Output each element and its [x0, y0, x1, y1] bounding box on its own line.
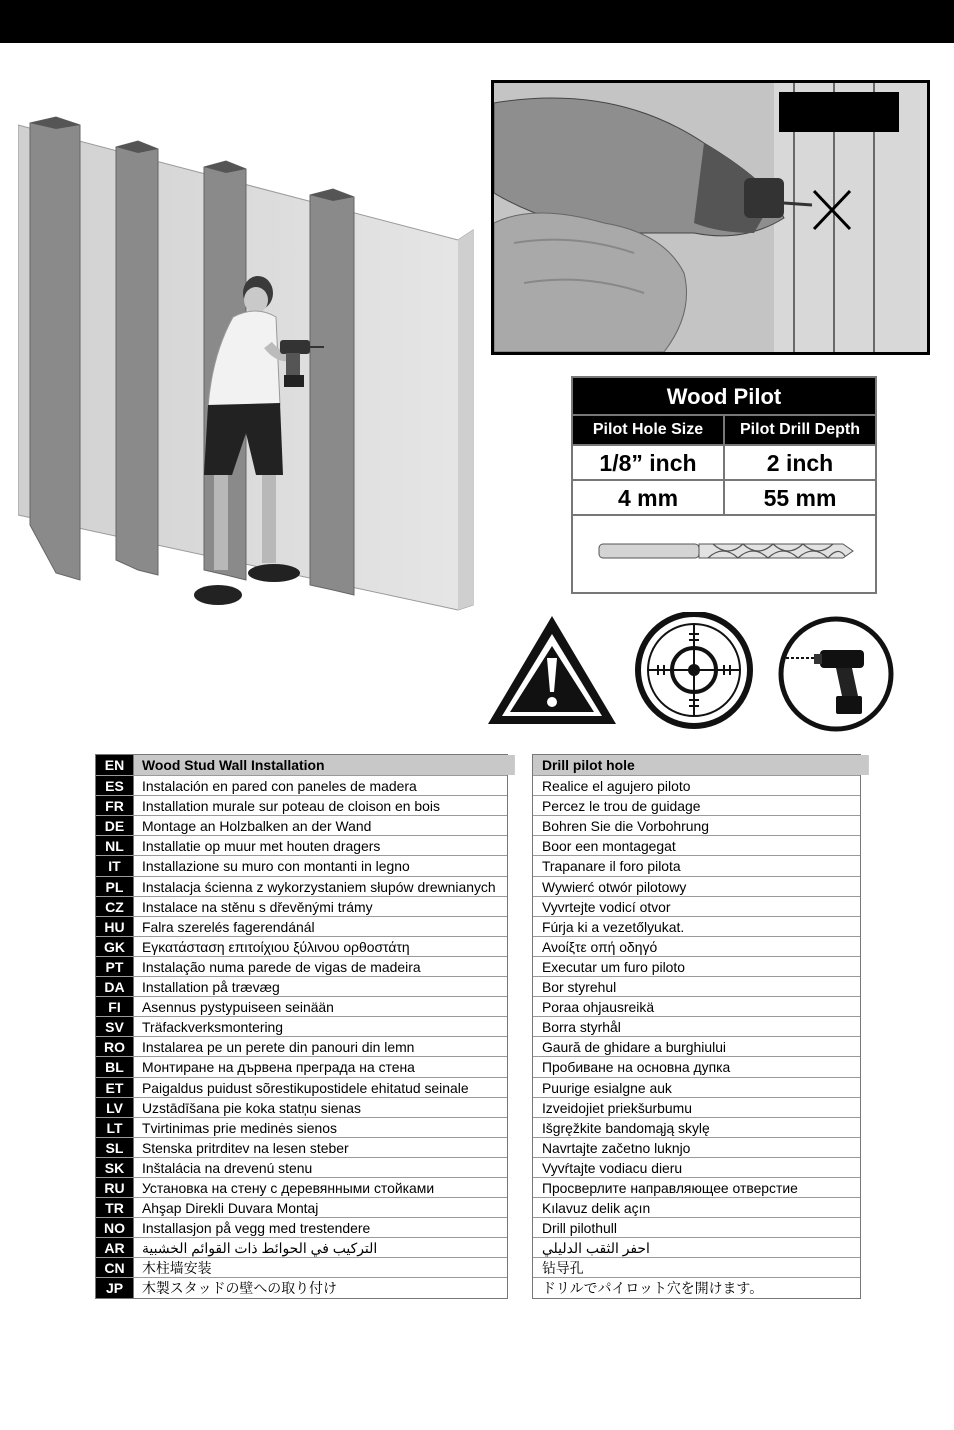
language-code: NO	[96, 1218, 134, 1237]
installation-title-text: Instalación en pared con paneles de madera	[141, 778, 417, 795]
installation-title-text: Uzstādīšana pie koka statņu sienas	[141, 1099, 361, 1116]
instruction-icons	[486, 612, 896, 737]
table-row	[533, 815, 860, 835]
drill-pilot-language-table	[532, 754, 861, 1299]
language-code: IT	[96, 856, 134, 875]
installation-title-text: Instalace na stěnu s dřevěnými trámy	[141, 898, 373, 915]
installation-title-text: Instalacja ściennа z wykorzystaniem słupów drewnianych	[141, 878, 496, 895]
pilot-drill-depth-header: Pilot Drill Depth	[723, 416, 875, 444]
drill-instruction-text: Vyvŕtajte vodiacu dieru	[541, 1159, 683, 1176]
language-code: BL	[96, 1057, 134, 1076]
installation-title-text: Tvirtinimas prie medinės sienos	[141, 1119, 337, 1136]
table-row	[96, 815, 507, 835]
table-row	[96, 1237, 507, 1257]
table-row	[96, 876, 507, 896]
drill-instruction-text: Bor styrehul	[541, 979, 617, 996]
installation-language-table	[95, 754, 508, 1299]
table-row	[533, 1237, 860, 1257]
drill-instruction-text: Executar um furo piloto	[541, 958, 686, 975]
table-row	[533, 1077, 860, 1097]
table-row	[533, 1197, 860, 1217]
table-row	[533, 1117, 860, 1137]
imperial-drill-depth: 2 inch	[723, 446, 875, 479]
installation-title-text: Установка на стену с деревянными стойками	[141, 1179, 435, 1196]
table-row	[96, 755, 507, 775]
table-row	[533, 956, 860, 976]
drill-instruction-text: Trapanare il foro pilota	[541, 858, 681, 875]
table-row	[533, 1016, 860, 1036]
installation-title-text: Träfackverksmontering	[141, 1019, 284, 1036]
drill-instruction-text: Drill pilot hole	[533, 755, 869, 775]
installation-title-text: Asennus pystypuiseen seinään	[141, 999, 334, 1016]
drill-instruction-text: Wywierć otwór pilotowy	[541, 878, 687, 895]
drill-instruction-text: Ανοίξτε οπή οδηγό	[541, 938, 658, 955]
installation-title-text: Falra szerelés fagerendánál	[141, 918, 315, 935]
table-row	[96, 855, 507, 875]
language-code: SK	[96, 1158, 134, 1177]
installation-title-text: 木製スタッドの壁への取り付け	[141, 1280, 337, 1297]
table-row	[533, 1177, 860, 1197]
table-row	[533, 1217, 860, 1237]
installation-title-text: 木柱墙安装	[141, 1260, 212, 1277]
table-row	[533, 936, 860, 956]
table-row	[533, 1137, 860, 1157]
target-crosshair-icon	[638, 614, 750, 726]
language-code: DA	[96, 977, 134, 996]
table-row	[96, 795, 507, 815]
installation-title-text: Installasjon på vegg med trestendere	[141, 1220, 371, 1237]
table-row	[96, 1137, 507, 1157]
table-row	[96, 896, 507, 916]
installation-title-text: Stenska pritrditev na lesen steber	[141, 1139, 349, 1156]
table-row	[96, 1277, 507, 1297]
table-row	[533, 996, 860, 1016]
drill-instruction-text: Realice el agujero piloto	[541, 778, 691, 795]
drill-instruction-text: ドリルでパイロット穴を開けます。	[541, 1280, 764, 1297]
drill-instruction-text: Navrtajte začetno luknjo	[541, 1139, 691, 1156]
table-row	[96, 1077, 507, 1097]
language-code: DE	[96, 816, 134, 835]
drill-instruction-text: Fúrja ki a vezetőlyukat.	[541, 918, 685, 935]
drill-instruction-text: 钻导孔	[541, 1260, 584, 1277]
installation-title-text: Монтиране на дървена преграда на стена	[141, 1059, 415, 1076]
pilot-hole-size-header: Pilot Hole Size	[573, 416, 723, 444]
installation-title-text: Installation murale sur poteau de cloison en bois	[141, 798, 440, 815]
installation-title-text: Wood Stud Wall Installation	[134, 755, 515, 775]
table-row	[96, 1036, 507, 1056]
table-row	[96, 1056, 507, 1076]
metric-hole-size: 4 mm	[617, 485, 679, 511]
table-row	[96, 976, 507, 996]
installation-title-text: Εγκατάσταση επιτοίχιου ξύλινου ορθοστάτη	[141, 938, 410, 955]
language-code: CZ	[96, 897, 134, 916]
table-row	[96, 936, 507, 956]
drill-instruction-text: Просверлите направляющее отверстие	[541, 1179, 798, 1196]
installation-title-text: Ahşap Direkli Duvara Montaj	[141, 1200, 319, 1217]
drill-instruction-text: Borra styrhål	[541, 1019, 621, 1036]
language-code: ET	[96, 1078, 134, 1097]
installation-title-text: Installazione su muro con montanti in legno	[141, 858, 410, 875]
installation-title-text: Instalação numa parede de vigas de madeira	[141, 958, 421, 975]
table-row	[533, 775, 860, 795]
power-drill-icon	[781, 619, 891, 729]
installation-title-text: Montage an Holzbalken an der Wand	[141, 818, 372, 835]
language-code: HU	[96, 917, 134, 936]
table-row	[96, 1217, 507, 1237]
drill-photo	[491, 80, 930, 355]
installation-title-text: Paigaldus puidust sõrestikupostidele ehitatud seinale	[141, 1079, 469, 1096]
table-row	[96, 835, 507, 855]
language-code: SL	[96, 1138, 134, 1157]
language-code: FR	[96, 796, 134, 815]
language-code: PT	[96, 957, 134, 976]
installation-title-text: Installatie op muur met houten dragers	[141, 838, 381, 855]
language-code: EN	[96, 755, 134, 775]
table-row	[533, 835, 860, 855]
language-code: ES	[96, 776, 134, 795]
table-row	[96, 1197, 507, 1217]
language-code: JP	[96, 1278, 134, 1297]
language-code: TR	[96, 1198, 134, 1217]
table-row	[533, 1097, 860, 1117]
drill-bit-icon	[573, 516, 875, 588]
language-code: GK	[96, 937, 134, 956]
language-code: FI	[96, 997, 134, 1016]
drill-instruction-text: Gaură de ghidare a burghiului	[541, 1039, 727, 1056]
table-row	[96, 1257, 507, 1277]
language-code: LT	[96, 1118, 134, 1137]
table-row	[96, 775, 507, 795]
metric-drill-depth: 55 mm	[723, 481, 875, 514]
language-code: PL	[96, 877, 134, 896]
warning-triangle-icon	[488, 616, 616, 724]
language-code: LV	[96, 1098, 134, 1117]
drill-instruction-text: Poraa ohjausreikä	[541, 999, 655, 1016]
table-row	[533, 1257, 860, 1277]
wood-pilot-table	[571, 376, 877, 594]
drill-bit-cell	[573, 514, 875, 590]
language-code: RO	[96, 1037, 134, 1056]
wood-stud-wall-illustration	[18, 55, 476, 635]
table-row	[96, 1177, 507, 1197]
drill-instruction-text: Išgręžkite bandomąją skylę	[541, 1119, 710, 1136]
table-row	[533, 795, 860, 815]
drill-instruction-text: Drill pilothull	[541, 1220, 617, 1237]
language-code: SV	[96, 1017, 134, 1036]
drill-instruction-text: Boor een montagegat	[541, 838, 676, 855]
drill-instruction-text: Vyvrtejte vodicí otvor	[541, 898, 671, 915]
table-row	[533, 1157, 860, 1177]
table-row	[96, 1157, 507, 1177]
drill-instruction-text: Puurige esialgne auk	[541, 1079, 672, 1096]
installation-title-text: التركيب في الحوائط ذات القوائم الخشبية	[141, 1240, 378, 1257]
wood-pilot-title: Wood Pilot	[573, 378, 875, 414]
table-row	[96, 956, 507, 976]
language-code: AR	[96, 1238, 134, 1257]
language-code: RU	[96, 1178, 134, 1197]
table-row	[533, 896, 860, 916]
drill-instruction-text: Percez le trou de guidage	[541, 798, 701, 815]
drill-instruction-text: Bohren Sie die Vorbohrung	[541, 818, 710, 835]
table-row	[96, 1016, 507, 1036]
installation-title-text: Instalarea pe un perete din panouri din lemn	[141, 1039, 415, 1056]
table-row	[533, 916, 860, 936]
drill-instruction-text: Пробиване на основна дупка	[541, 1059, 731, 1076]
table-row	[533, 876, 860, 896]
top-black-bar	[0, 0, 954, 43]
installation-title-text: Installation på trævæg	[141, 979, 280, 996]
table-row	[533, 755, 860, 775]
table-row	[96, 1097, 507, 1117]
table-row	[533, 1056, 860, 1076]
table-row	[533, 976, 860, 996]
table-row	[96, 996, 507, 1016]
language-code: CN	[96, 1258, 134, 1277]
table-row	[96, 916, 507, 936]
table-row	[533, 1277, 860, 1297]
drill-instruction-text: احفر الثقب الدليلي	[541, 1240, 650, 1257]
drill-instruction-text: Izveidojiet priekšurbumu	[541, 1099, 692, 1116]
drill-instruction-text: Kılavuz delik açın	[541, 1200, 651, 1217]
installation-title-text: Inštalácia na drevenú stenu	[141, 1159, 313, 1176]
language-code: NL	[96, 836, 134, 855]
table-row	[533, 1036, 860, 1056]
table-row	[533, 855, 860, 875]
imperial-hole-size: 1/8” inch	[599, 450, 697, 476]
table-row	[96, 1117, 507, 1137]
